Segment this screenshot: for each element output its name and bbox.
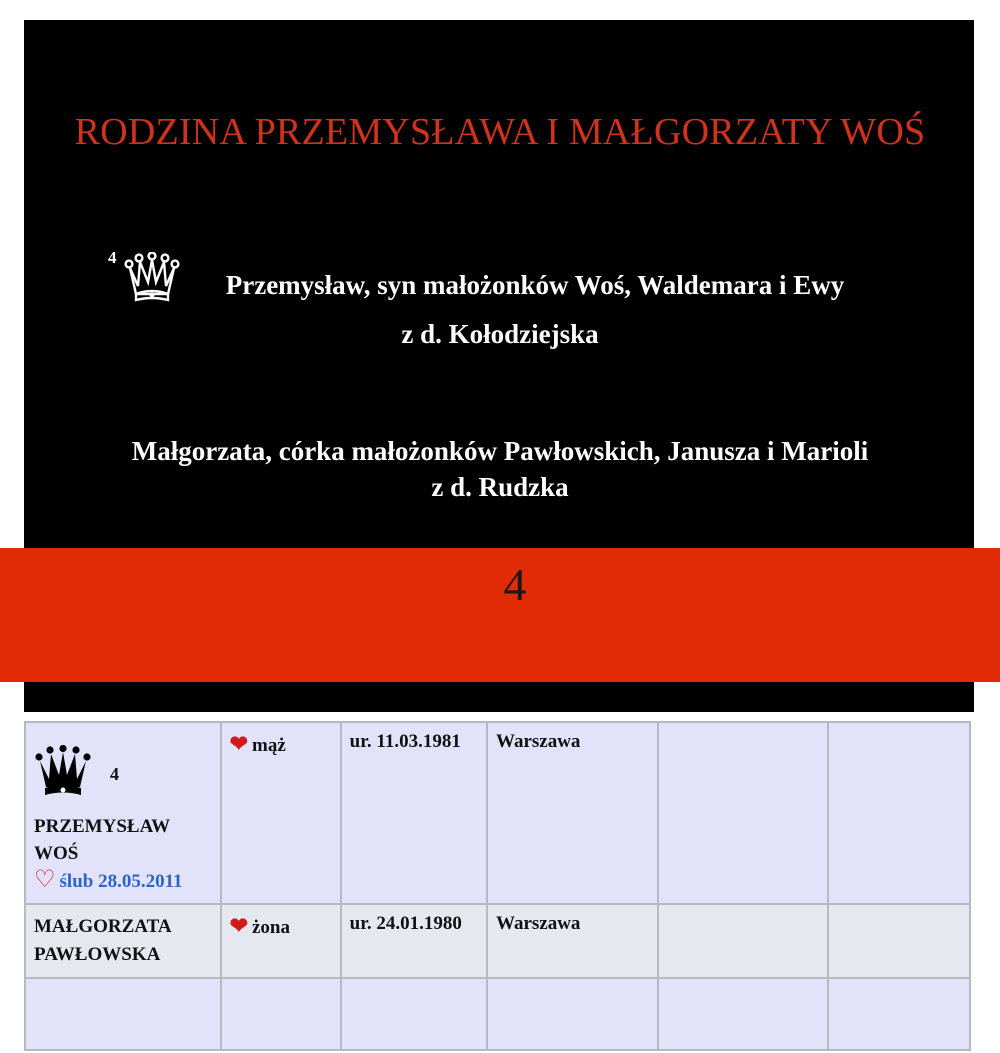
role-label: mąż bbox=[252, 735, 286, 756]
person-cell bbox=[25, 722, 221, 904]
person-name: MAŁGORZATA PAWŁOWSKA bbox=[34, 916, 171, 965]
role-cell bbox=[221, 904, 341, 978]
wife-line: Małgorzata, córka małożonków Pawłowskich, Janusza i Marioli bbox=[131, 436, 869, 466]
empty-cell bbox=[25, 978, 221, 1050]
empty-cell bbox=[221, 978, 341, 1050]
role-cell bbox=[221, 722, 341, 904]
husband-line: Przemysław, syn małożonków Woś, Waldemara i Ewy bbox=[225, 270, 845, 300]
family-table bbox=[24, 721, 971, 1051]
crown-badge bbox=[34, 745, 212, 799]
wife-line-2: z d. Rudzka bbox=[431, 472, 569, 502]
person-name: PRZEMYSŁAW WOŚ bbox=[34, 816, 170, 864]
page-title: RODZINA PRZEMYSŁAWA I MAŁGORZATY WOŚ bbox=[74, 111, 926, 153]
wedding-date: ♡ ślub 28.05.2011 bbox=[34, 867, 183, 893]
generation-number: 4 bbox=[503, 559, 527, 610]
empty-cell bbox=[658, 978, 828, 1050]
empty-cell bbox=[828, 978, 970, 1050]
empty-cell bbox=[658, 722, 828, 904]
heart-outline-icon: ♡ bbox=[34, 867, 56, 893]
heart-solid-icon: ❤ bbox=[229, 731, 248, 756]
empty-cell bbox=[828, 722, 970, 904]
birth-cell: ur. 11.03.1981 bbox=[341, 722, 487, 904]
crown-icon bbox=[34, 745, 92, 799]
empty-cell bbox=[658, 904, 828, 978]
table-row bbox=[25, 904, 970, 978]
person-cell bbox=[25, 904, 221, 978]
empty-cell bbox=[828, 904, 970, 978]
role-label: żona bbox=[252, 917, 290, 938]
table-row bbox=[25, 722, 970, 904]
table-row bbox=[25, 978, 970, 1050]
empty-cell bbox=[487, 978, 658, 1050]
heart-solid-icon: ❤ bbox=[229, 913, 248, 938]
empty-cell bbox=[341, 978, 487, 1050]
crown-number: 4 bbox=[110, 764, 119, 784]
place-cell: Warszawa bbox=[487, 722, 658, 904]
birth-cell: ur. 24.01.1980 bbox=[341, 904, 487, 978]
husband-line-2: z d. Kołodziejska bbox=[401, 319, 599, 349]
crown-number: 4 bbox=[108, 248, 117, 267]
place-cell: Warszawa bbox=[487, 904, 658, 978]
